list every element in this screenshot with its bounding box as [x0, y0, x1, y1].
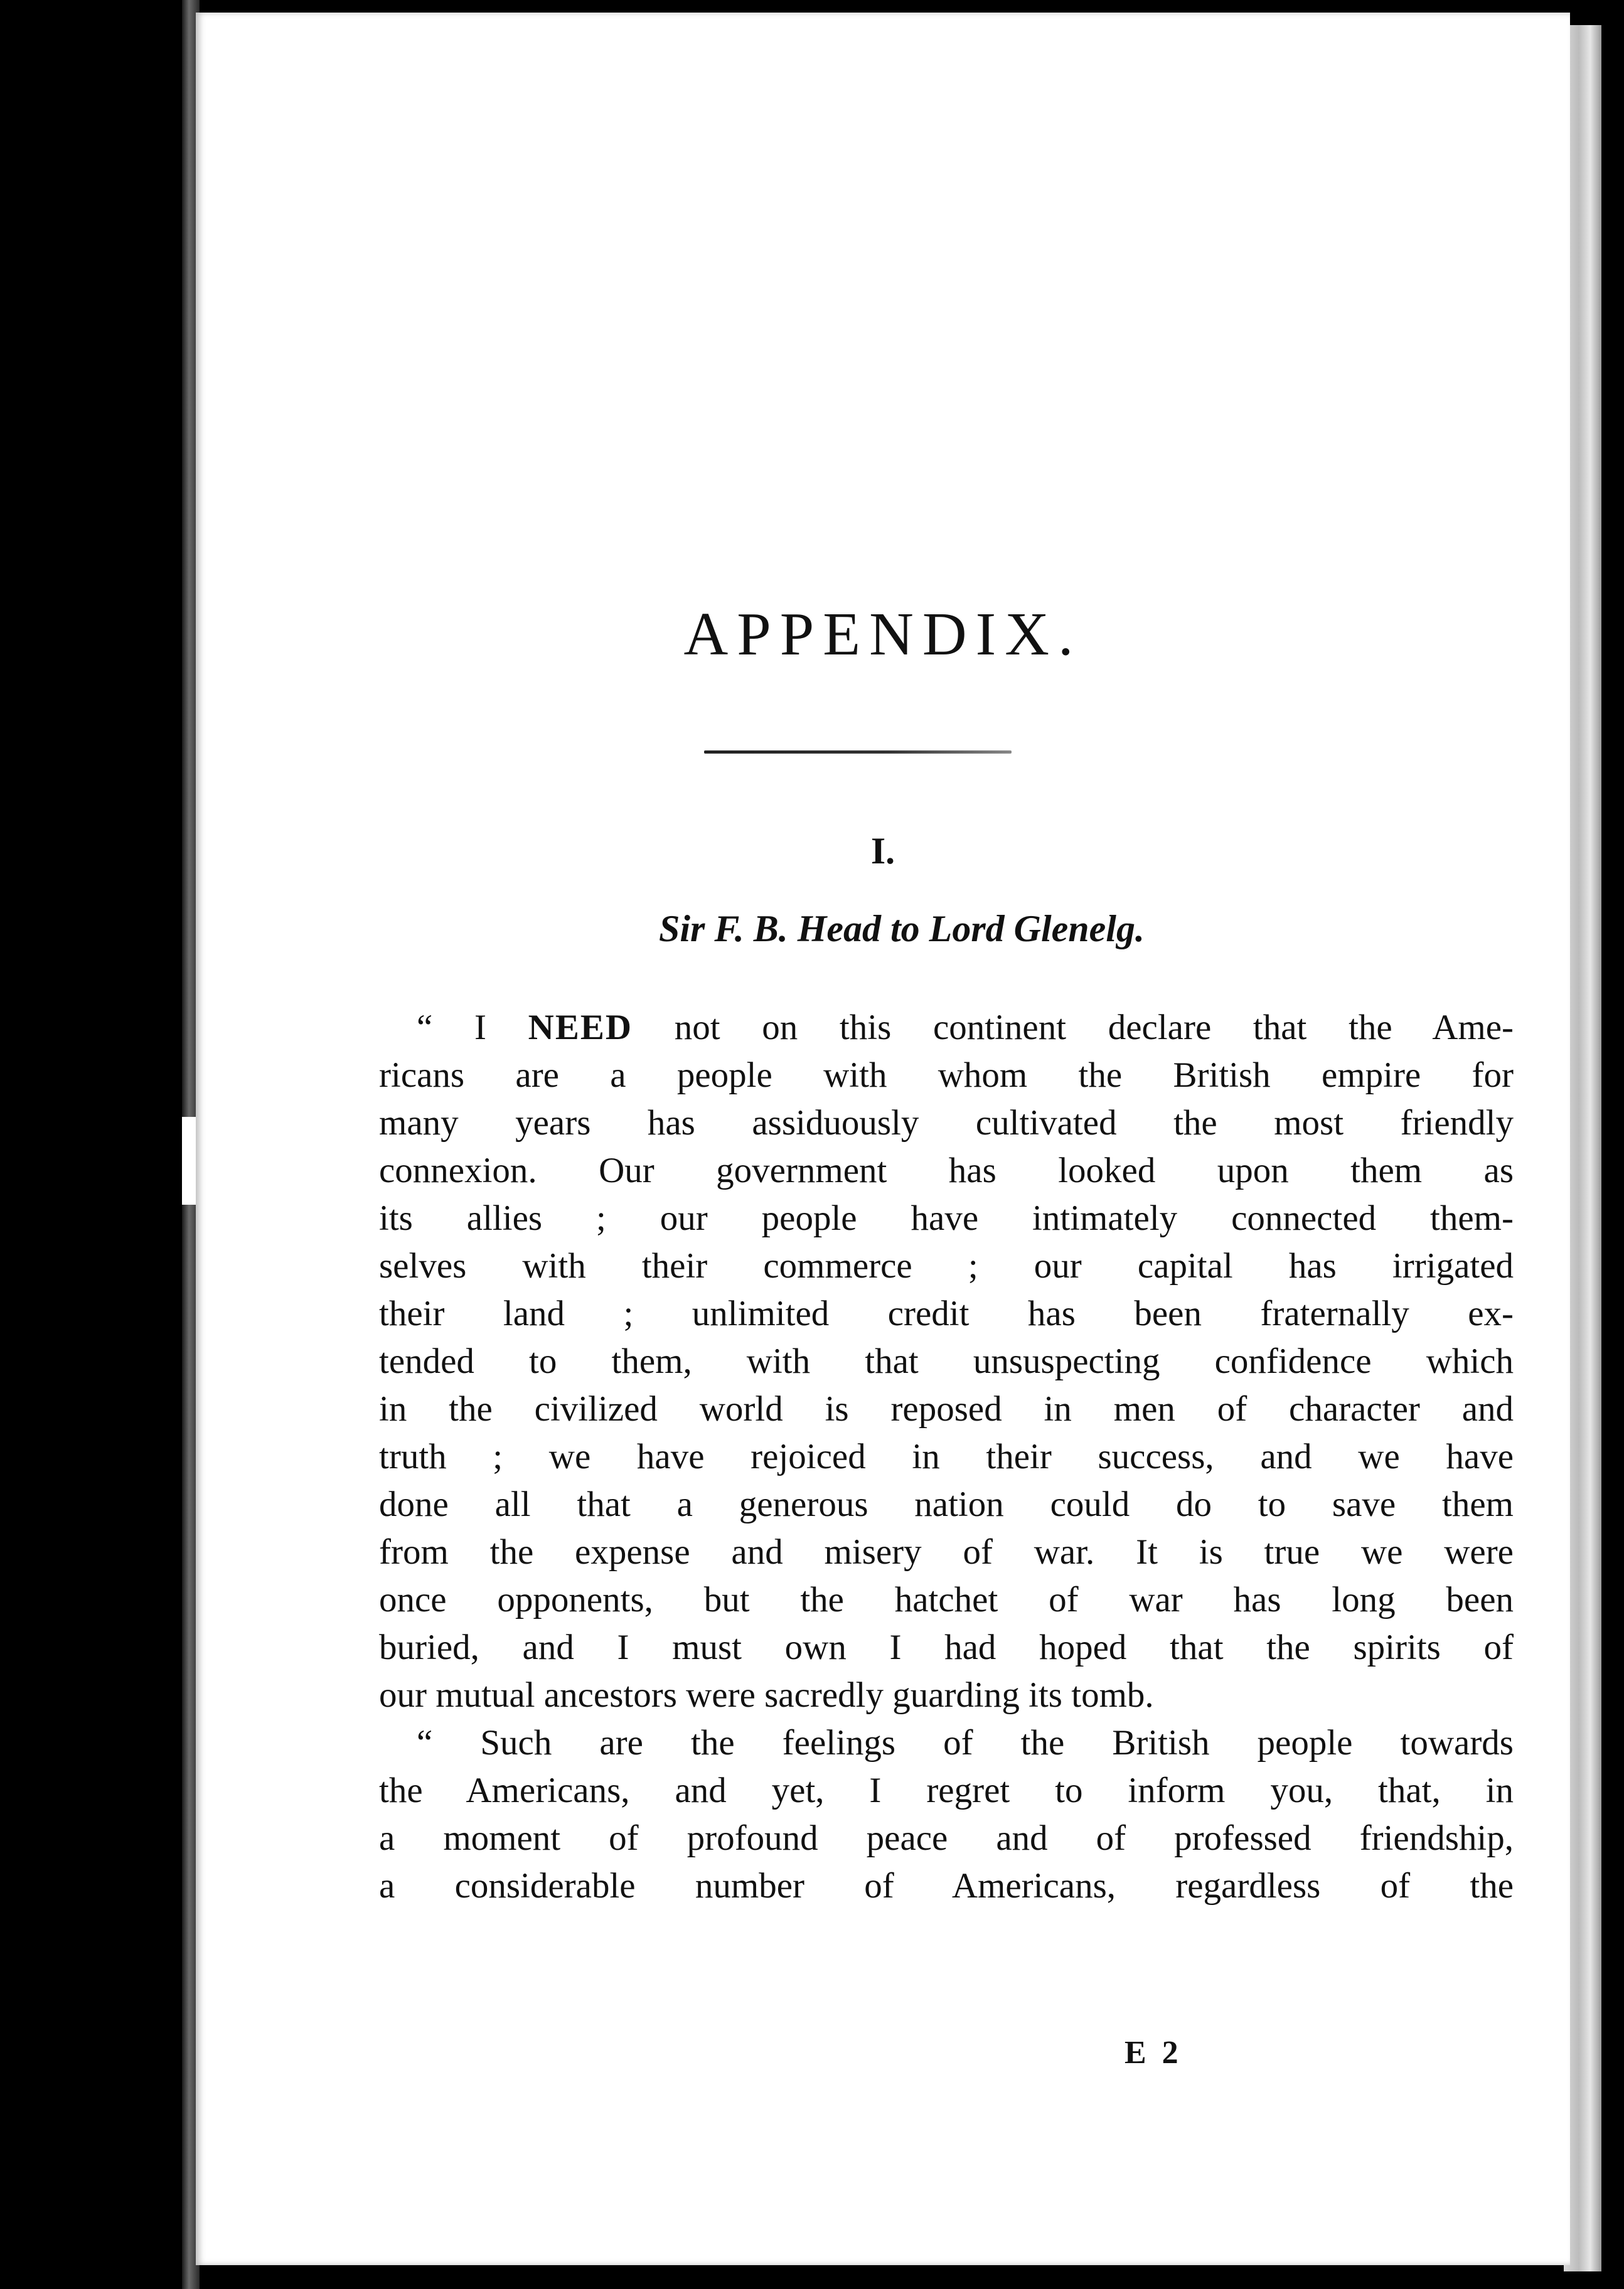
text-line: truth ; we have rejoiced in their success, and we have: [379, 1437, 1514, 1476]
text-line: ricans are a people with whom the British empire for: [379, 1055, 1514, 1095]
text-line: the Americans, and yet, I regret to inform you, that, in: [379, 1771, 1514, 1810]
text-line: our mutual ancestors were sacredly guarding its tomb.: [379, 1675, 1154, 1715]
book-page: [196, 13, 1570, 2265]
text-line: buried, and I must own I had hoped that the spirits of: [379, 1628, 1514, 1667]
signature-mark: E 2: [1125, 2035, 1182, 2071]
text-line: its allies ; our people have intimately connected them-: [379, 1198, 1514, 1238]
text-line: a moment of profound peace and of professed friendship,: [379, 1818, 1514, 1858]
appendix-heading: APPENDIX.: [683, 600, 1082, 668]
first-line-rest: not on this continent declare that the Ame-: [674, 1008, 1514, 1047]
text-line: connexion. Our government has looked upon them as: [379, 1151, 1514, 1190]
text-line: in the civilized world is reposed in men of character and: [379, 1389, 1514, 1429]
body-text: [379, 1004, 1514, 1910]
text-line: many years has assiduously cultivated the most friendly: [379, 1103, 1514, 1143]
text-line: selves with their commerce ; our capital has irrigated: [379, 1246, 1514, 1286]
section-numeral: I.: [870, 830, 895, 872]
lead-word-smallcaps: NEED: [528, 1008, 633, 1047]
text-line: done all that a generous nation could do to save them: [379, 1485, 1514, 1524]
text-line: their land ; unlimited credit has been fraternally ex-: [379, 1294, 1514, 1333]
text-line: from the expense and misery of war. It is true we were: [379, 1532, 1514, 1572]
letter-title: Sir F. B. Head to Lord Glenelg.: [659, 908, 1145, 949]
heading-rule: [704, 750, 1012, 754]
text-line: “ Such are the feelings of the British people towards: [417, 1723, 1514, 1763]
text-line: [379, 1004, 1514, 1052]
open-quote: “ I: [417, 1008, 486, 1047]
text-line: once opponents, but the hatchet of war has long been: [379, 1580, 1514, 1619]
text-line: a considerable number of Americans, regardless of the: [379, 1866, 1514, 1906]
text-line: tended to them, with that unsuspecting confidence which: [379, 1342, 1514, 1381]
